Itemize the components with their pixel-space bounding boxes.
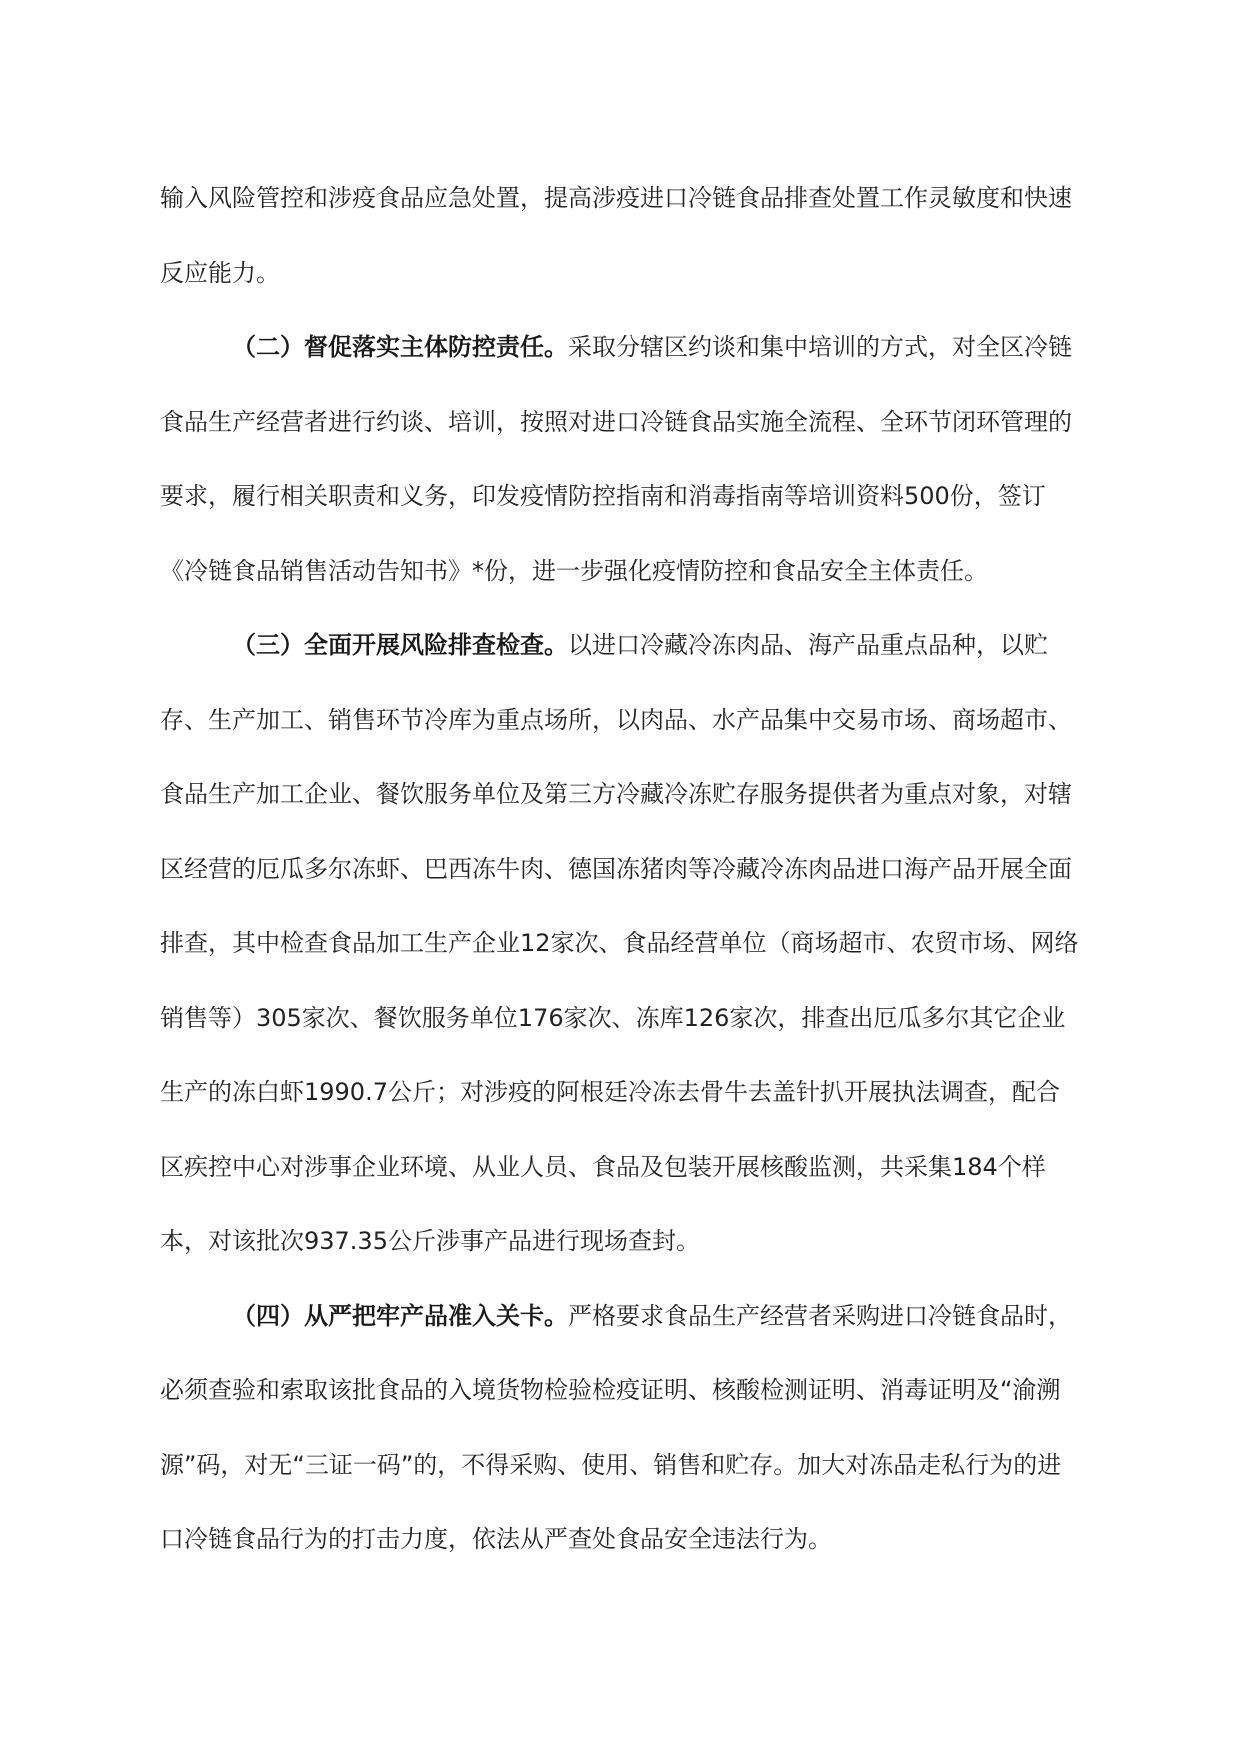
section-heading: （三）全面开展风险排查检查。 — [232, 631, 568, 659]
paragraph-section-4 — [160, 1279, 1080, 1577]
document-body — [160, 161, 1080, 1577]
paragraph-text: 输入风险管控和涉疫食品应急处置，提高涉疫进口冷链食品排查处置工作灵敏度和快速反应能力。 — [160, 184, 1072, 287]
section-heading: （二）督促落实主体防控责任。 — [232, 333, 568, 361]
paragraph-section-3 — [160, 608, 1080, 1279]
paragraph-continuation — [160, 161, 1080, 310]
paragraph-text: 严格要求食品生产经营者采购进口冷链食品时，必须查验和索取该批食品的入境货物检验检疫证明、核酸检测证明、消毒证明及“渝溯源”码，对无“三证一码”的，不得采购、使用、销售和贮存。加大对冻品走私行为的进口冷链食品行为的打击力度，依法从严查处食品安全违法行为。 — [160, 1301, 1072, 1553]
paragraph-text: 采取分辖区约谈和集中培训的方式，对全区冷链食品生产经营者进行约谈、培训，按照对进口冷链食品实施全流程、全环节闭环管理的要求，履行相关职责和义务，印发疫情防控指南和消毒指南等培训资料500份，签订《冷链食品销售活动告知书》*份，进一步强化疫情防控和食品安全主体责任。 — [160, 333, 1072, 585]
section-heading: （四）从严把牢产品准入关卡。 — [232, 1301, 568, 1330]
paragraph-text: 以进口冷藏冷冻肉品、海产品重点品种，以贮存、生产加工、销售环节冷库为重点场所，以肉品、水产品集中交易市场、商场超市、食品生产加工企业、餐饮服务单位及第三方冷藏冷冻贮存服务提供者为重点对象，对辖区经营的厄瓜多尔冻虾、巴西冻牛肉、德国冻猪肉等冷藏冷冻肉品进口海产品开展全面排查，其中检查食品加工生产企业12家次、食品经营单位（商场超市、农贸市场、网络销售等）305家次、餐饮服务单位176家次、冻库126家次，排查出厄瓜多尔其它企业生产的冻白虾1990.7公斤；对涉疫的阿根廷冷冻去骨牛去盖针扒开展执法调查，配合区疾控中心对涉事企业环境、从业人员、食品及包装开展核酸监测，共采集184个样本，对该批次937.35公斤涉事产品进行现场查封。 — [160, 631, 1079, 1255]
paragraph-section-2 — [160, 310, 1080, 608]
